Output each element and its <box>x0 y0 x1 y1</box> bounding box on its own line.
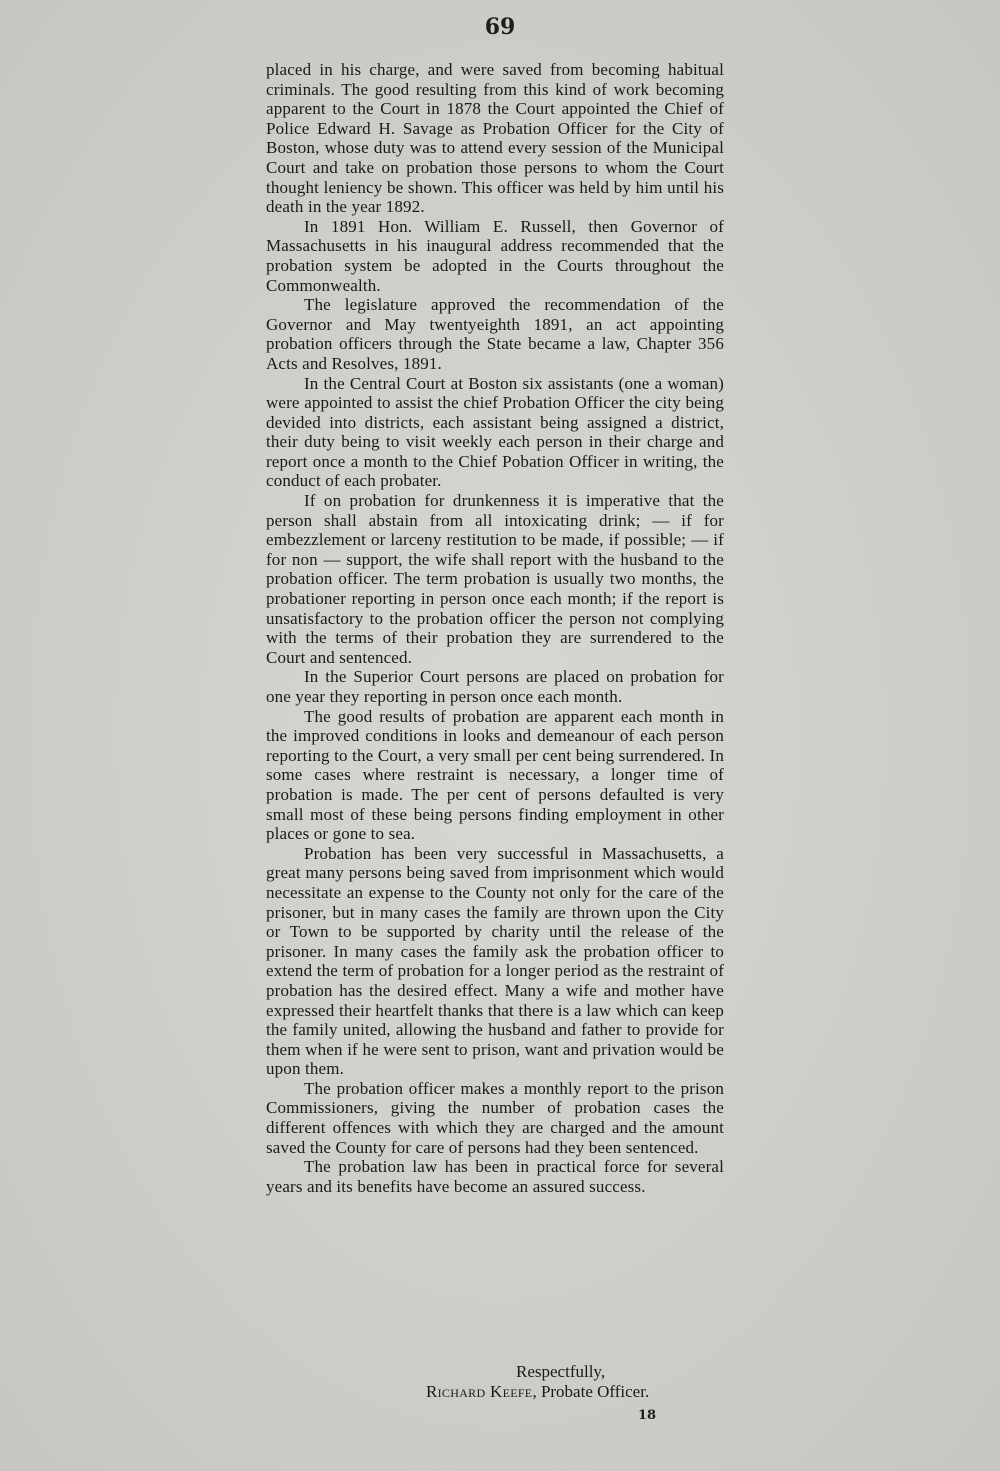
paragraph: The legislature approved the recommendation of the Governor and May twentyeighth 1891, an act appointing probation officers through the State became a law, Chapter 356 Acts and Resolves, 1891. <box>266 295 724 373</box>
page-number: 69 <box>484 14 516 40</box>
paragraph: If on probation for drunkenness it is imperative that the person shall abstain from all intoxicating drink; — if for embezzlement or larceny restitution to be made, if possible; — if for non — support, the wife shall report with the husband to the probation officer. The term probation is usually two months, the probationer reporting in person once each month; if the report is unsatisfactory to the probation officer the person not complying with the terms of their probation they are surrendered to the Court and sentenced. <box>266 491 724 667</box>
paragraph: In 1891 Hon. William E. Russell, then Governor of Massachusetts in his inaugural address recommended that the probation system be adopted in the Courts throughout the Commonwealth. <box>266 216 724 295</box>
signature-mark-number: 18 <box>638 1408 657 1423</box>
paragraph: In the Superior Court persons are placed on probation for one year they reporting in person once each month. <box>266 667 724 706</box>
paragraph: placed in his charge, and were saved from becoming habitual criminals. The good resulting from this kind of work becoming apparent to the Court in 1878 the Court appointed the Chief of Police Edward H. Savage as Probation Officer for the City of Boston, whose duty was to attend every session of the Municipal Court and take on probation those persons to whom the Court thought leniency be shown. This officer was held by him until his death in the year 1892. <box>266 60 724 217</box>
paragraph: The good results of probation are apparent each month in the improved conditions in looks and demeanour of each person reporting to the Court, a very small per cent being surrendered. In some cases where restraint is necessary, a longer time of probation is made. The per cent of persons defaulted is very small most of these being persons finding employment in other places or gone to sea. <box>266 706 724 844</box>
signatory-title: , Probate Officer. <box>532 1382 650 1401</box>
signature-line <box>426 1382 649 1402</box>
paragraph: The probation officer makes a monthly report to the prison Commissioners, giving the number of probation cases the different offences with which they are charged and the amount saved the County for care of persons had they been sentenced. <box>266 1078 724 1157</box>
closing-salutation: Respectfully, <box>516 1362 606 1381</box>
body-text <box>266 60 724 1196</box>
paragraph: In the Central Court at Boston six assistants (one a woman) were appointed to assist the chief Probation Officer the city being devided into districts, each assistant being assigned a district, their duty being to visit weekly each person in their charge and report once a month to the Chief Pobation Officer in writing, the conduct of each probater. <box>266 373 724 491</box>
signatory-name: Richard Keefe <box>426 1382 533 1401</box>
paragraph: Probation has been very successful in Massachusetts, a great many persons being saved from imprisonment which would necessitate an expense to the County not only for the care of the prisoner, but in many cases the family are thrown upon the City or Town to be supported by charity until the release of the prisoner. In many cases the family ask the probation officer to extend the term of probation for a longer period as the restraint of probation has the desired effect. Many a wife and mother have expressed their heartfelt thanks that there is a law which can keep the family united, allowing the husband and father to provide for them when if he were sent to prison, want and privation would be upon them. <box>266 843 724 1079</box>
paragraph: The probation law has been in practical force for several years and its benefits have become an assured success. <box>266 1157 724 1196</box>
